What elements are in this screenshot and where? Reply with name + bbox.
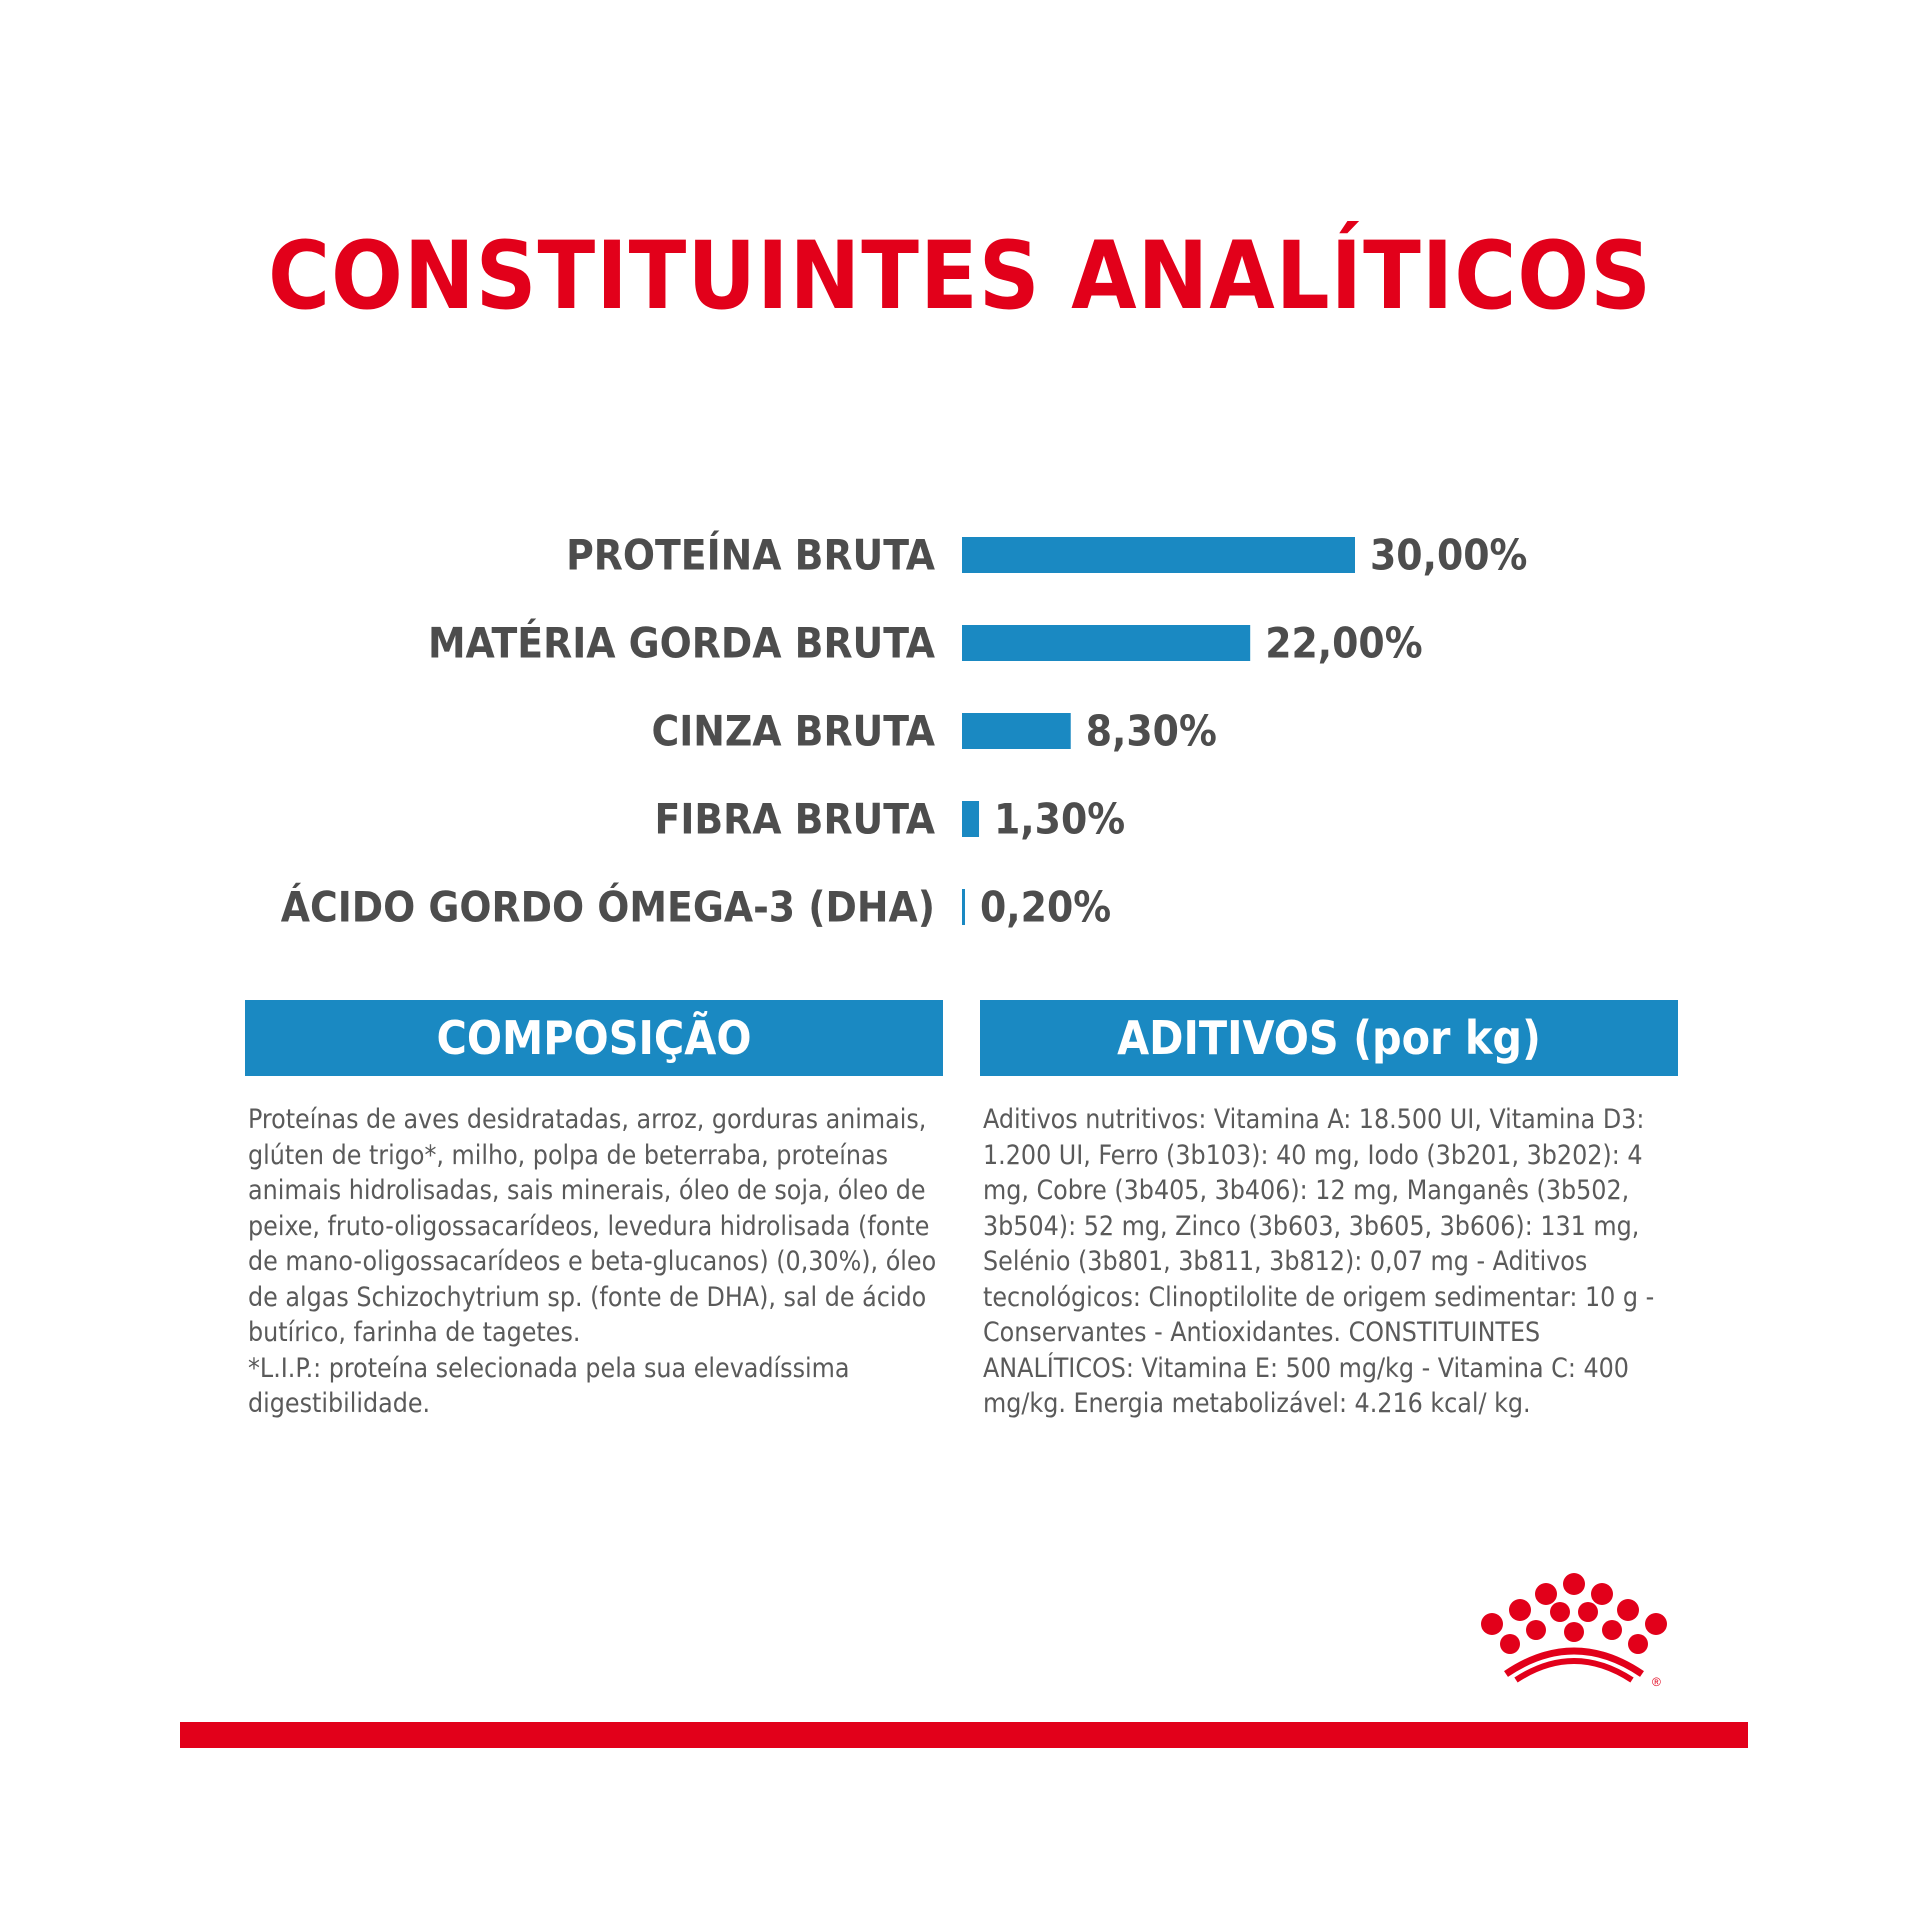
category-label-proteina-bruta: PROTEÍNA BRUTA — [566, 530, 935, 580]
bar-acido-gordo-omega-3-dha — [962, 889, 965, 925]
composition-note: *L.I.P.: proteína selecionada pela sua elevadíssima digestibilidade. — [248, 1352, 850, 1419]
page-title: CONSTITUINTES ANALÍTICOS — [267, 222, 1653, 331]
composition-header: COMPOSIÇÃO — [245, 1000, 943, 1076]
footer-red-bar — [180, 1722, 1748, 1748]
composition-body — [245, 1076, 943, 1422]
category-label-materia-gorda-bruta: MATÉRIA GORDA BRUTA — [427, 618, 935, 668]
bar-cinza-bruta — [962, 713, 1071, 749]
value-label-proteina-bruta: 30,00% — [1370, 530, 1528, 580]
composition-text: Proteínas de aves desidratadas, arroz, gorduras animais, glúten de trigo*, milho, polpa de beterraba, proteínas animais hidrolisadas, sais minerais, óleo de soja, óleo de peixe, fruto-oligossacarídeos, levedura hidrolisada (fonte de mano-oligossacarídeos e beta-glucanos) (0,30%), óleo de algas Schizochytrium sp. (fonte de DHA), sal de ácido butírico, farinha de tagetes. — [248, 1104, 937, 1348]
svg-text:®: ® — [1652, 1675, 1661, 1689]
category-label-acido-gordo-omega-3-dha: ÁCIDO GORDO ÓMEGA-3 (DHA) — [280, 882, 935, 932]
value-label-materia-gorda-bruta: 22,00% — [1265, 618, 1423, 668]
additives-text: Aditivos nutritivos: Vitamina A: 18.500 UI, Vitamina D3: 1.200 UI, Ferro (3b103): 40 mg, Iodo (3b201, 3b202): 4 mg, Cobre (3b405, 3b406): 12 mg, Manganês (3b502, 3b504): 52 mg, Zinco (3b603, 3b605, 3b606): 131 mg, Selénio (3b801, 3b811, 3b812): 0,07 mg - Aditivos tecnológicos: Clinoptilolite de origem sedimentar: 10 g - Conservantes - Antioxidantes. CONSTITUINTES ANALÍTICOS: Vitamina E: 500 mg/kg - Vitamina C: 400 mg/kg. Energia metabolizável: 4.216 kcal/ kg. — [983, 1104, 1655, 1419]
category-label-cinza-bruta: CINZA BRUTA — [651, 706, 935, 756]
bar-proteina-bruta — [962, 537, 1355, 573]
royal-canin-crown-logo-icon — [1470, 1570, 1680, 1690]
value-label-acido-gordo-omega-3-dha: 0,20% — [980, 882, 1112, 932]
additives-panel — [980, 1000, 1678, 1422]
category-label-fibra-bruta: FIBRA BRUTA — [654, 794, 935, 844]
bar-materia-gorda-bruta — [962, 625, 1250, 661]
value-label-cinza-bruta: 8,30% — [1085, 706, 1217, 756]
bar-fibra-bruta — [962, 801, 979, 837]
additives-body — [980, 1076, 1678, 1422]
composition-panel — [245, 1000, 943, 1422]
additives-header: ADITIVOS (por kg) — [980, 1000, 1678, 1076]
value-label-fibra-bruta: 1,30% — [994, 794, 1126, 844]
